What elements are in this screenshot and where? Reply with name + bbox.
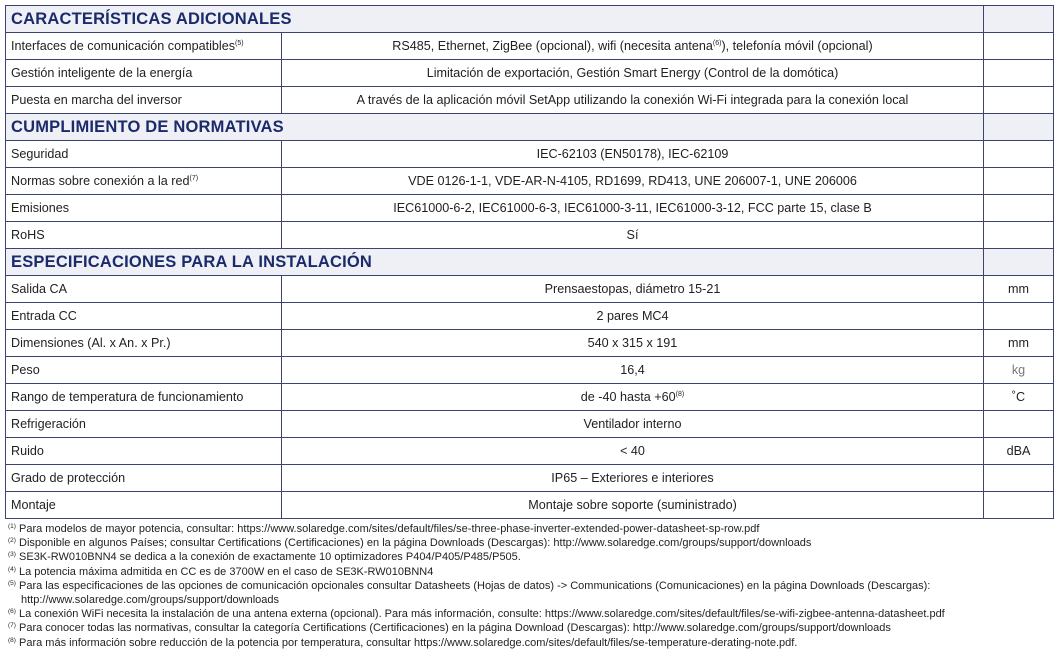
table-row-noise (6, 438, 1054, 465)
row-unit: kg (984, 357, 1054, 384)
table-row-energy-management (6, 60, 1054, 87)
section-unit-cell (984, 6, 1054, 33)
section-title: CARACTERÍSTICAS ADICIONALES (6, 6, 984, 33)
section-title: ESPECIFICACIONES PARA LA INSTALACIÓN (6, 249, 984, 276)
row-unit: mm (984, 330, 1054, 357)
table-row-safety (6, 141, 1054, 168)
footnote-5-continuation: http://www.solaredge.com/groups/support/downloads (21, 594, 280, 607)
row-value: Sí (282, 222, 984, 249)
row-label: Normas sobre conexión a la red$^{(7)}$ (6, 168, 282, 195)
row-label: Seguridad (6, 141, 282, 168)
row-label: Interfaces de comunicación compatibles$^{(5)}$ (6, 33, 282, 60)
row-unit (984, 168, 1054, 195)
table-row-ac-output (6, 276, 1054, 303)
row-value: 16,4 (282, 357, 984, 384)
row-unit: mm (984, 276, 1054, 303)
table-row-weight (6, 357, 1054, 384)
section-header-compliance (6, 114, 1054, 141)
footnotes (8, 522, 1053, 650)
footnote-7: $^{(7)}$ Para conocer todas las normativas, consultar la categoría Certifications (Certificaciones) en la página Download (Descargas): http://www.solaredge.com/groups/support/downloads (8, 622, 891, 635)
row-unit (984, 87, 1054, 114)
row-value: 2 pares MC4 (282, 303, 984, 330)
row-value: 540 x 315 x 191 (282, 330, 984, 357)
row-label: Entrada CC (6, 303, 282, 330)
table-row-rohs (6, 222, 1054, 249)
row-unit (984, 195, 1054, 222)
row-value: de -40 hasta $+60^{(8)}$ (282, 384, 984, 411)
table-row-cooling (6, 411, 1054, 438)
row-label: Gestión inteligente de la energía (6, 60, 282, 87)
row-label: Salida CA (6, 276, 282, 303)
section-unit-cell (984, 249, 1054, 276)
table-row-communication (6, 33, 1054, 60)
row-value: IEC-62103 (EN50178), IEC-62109 (282, 141, 984, 168)
row-label: Ruido (6, 438, 282, 465)
row-unit (984, 33, 1054, 60)
row-unit: dBA (984, 438, 1054, 465)
row-unit (984, 465, 1054, 492)
row-unit (984, 141, 1054, 168)
footnote-2: $^{(2)}$ Disponible en algunos Países; consultar Certifications (Certificaciones) en la página Downloads (Descargas): http://www.solaredge.com/groups/support/downloads (8, 537, 812, 550)
row-value: Ventilador interno (282, 411, 984, 438)
row-label: Refrigeración (6, 411, 282, 438)
row-value: Limitación de exportación, Gestión Smart Energy (Control de la domótica) (282, 60, 984, 87)
footnote-4: $^{(4)}$ La potencia máxima admitida en CC es de 3700W en el caso de SE3K-RW010BNN4 (8, 565, 434, 578)
row-value: A través de la aplicación móvil SetApp utilizando la conexión Wi-Fi integrada para la conexión local (282, 87, 984, 114)
row-label: Peso (6, 357, 282, 384)
row-unit (984, 492, 1054, 519)
row-label: Emisiones (6, 195, 282, 222)
spec-table (5, 5, 1054, 519)
row-unit: ˚C (984, 384, 1054, 411)
row-unit (984, 222, 1054, 249)
table-row-dc-input (6, 303, 1054, 330)
row-value: VDE 0126-1-1, VDE-AR-N-4105, RD1699, RD413, UNE 206007-1, UNE 206006 (282, 168, 984, 195)
row-label: Montaje (6, 492, 282, 519)
row-value: RS485, Ethernet, ZigBee (opcional), wifi (necesita antena$^{(6)}$), telefonía móvil (opcional) (282, 33, 984, 60)
footnote-1: $^{(1)}$ Para modelos de mayor potencia, consultar: https://www.solaredge.com/sites/default/files/se-three-phase-inverter-extended-power-datasheet-sp-row.pdf (8, 523, 760, 535)
table-row-mounting (6, 492, 1054, 519)
row-label: Dimensiones (Al. x An. x Pr.) (6, 330, 282, 357)
row-value: Prensaestopas, diámetro 15-21 (282, 276, 984, 303)
section-title: CUMPLIMIENTO DE NORMATIVAS (6, 114, 984, 141)
table-row-emissions (6, 195, 1054, 222)
section-header-installation (6, 249, 1054, 276)
footnote-5: $^{(5)}$ Para las especificaciones de las opciones de comunicación opcionales consultar Datasheets (Hojas de datos) -> Communications (Comunicaciones) en la página Downloads (Descargas): (8, 579, 931, 592)
footnote-6: $^{(6)}$ La conexión WiFi necesita la instalación de una antena externa (opcional). Para más información, consulte: https://www.solaredge.com/sites/default/files/se-wifi-zigbee-antenna-datasheet.pdf (8, 608, 945, 621)
table-row-protection (6, 465, 1054, 492)
section-header-additional-features (6, 6, 1054, 33)
table-row-dimensions (6, 330, 1054, 357)
row-label: RoHS (6, 222, 282, 249)
row-unit (984, 303, 1054, 330)
row-value: IEC61000-6-2, IEC61000-6-3, IEC61000-3-11, IEC61000-3-12, FCC parte 15, clase B (282, 195, 984, 222)
section-unit-cell (984, 114, 1054, 141)
row-unit (984, 411, 1054, 438)
row-label: Grado de protección (6, 465, 282, 492)
row-value: IP65 – Exteriores e interiores (282, 465, 984, 492)
row-label: Rango de temperatura de funcionamiento (6, 384, 282, 411)
table-row-startup (6, 87, 1054, 114)
table-row-grid-standards (6, 168, 1054, 195)
footnote-3: $^{(3)}$ SE3K-RW010BNN4 se dedica a la conexión de exactamente 10 optimizadores P404/P405/P485/P505. (8, 551, 521, 564)
table-row-temperature (6, 384, 1054, 411)
footnote-8: $^{(8)}$ Para más información sobre reducción de la potencia por temperatura, consultar https://www.solaredge.com/sites/default/files/se-temperature-derating-note.pdf. (8, 636, 798, 649)
row-label: Puesta en marcha del inversor (6, 87, 282, 114)
row-value: Montaje sobre soporte (suministrado) (282, 492, 984, 519)
row-unit (984, 60, 1054, 87)
row-value: < 40 (282, 438, 984, 465)
